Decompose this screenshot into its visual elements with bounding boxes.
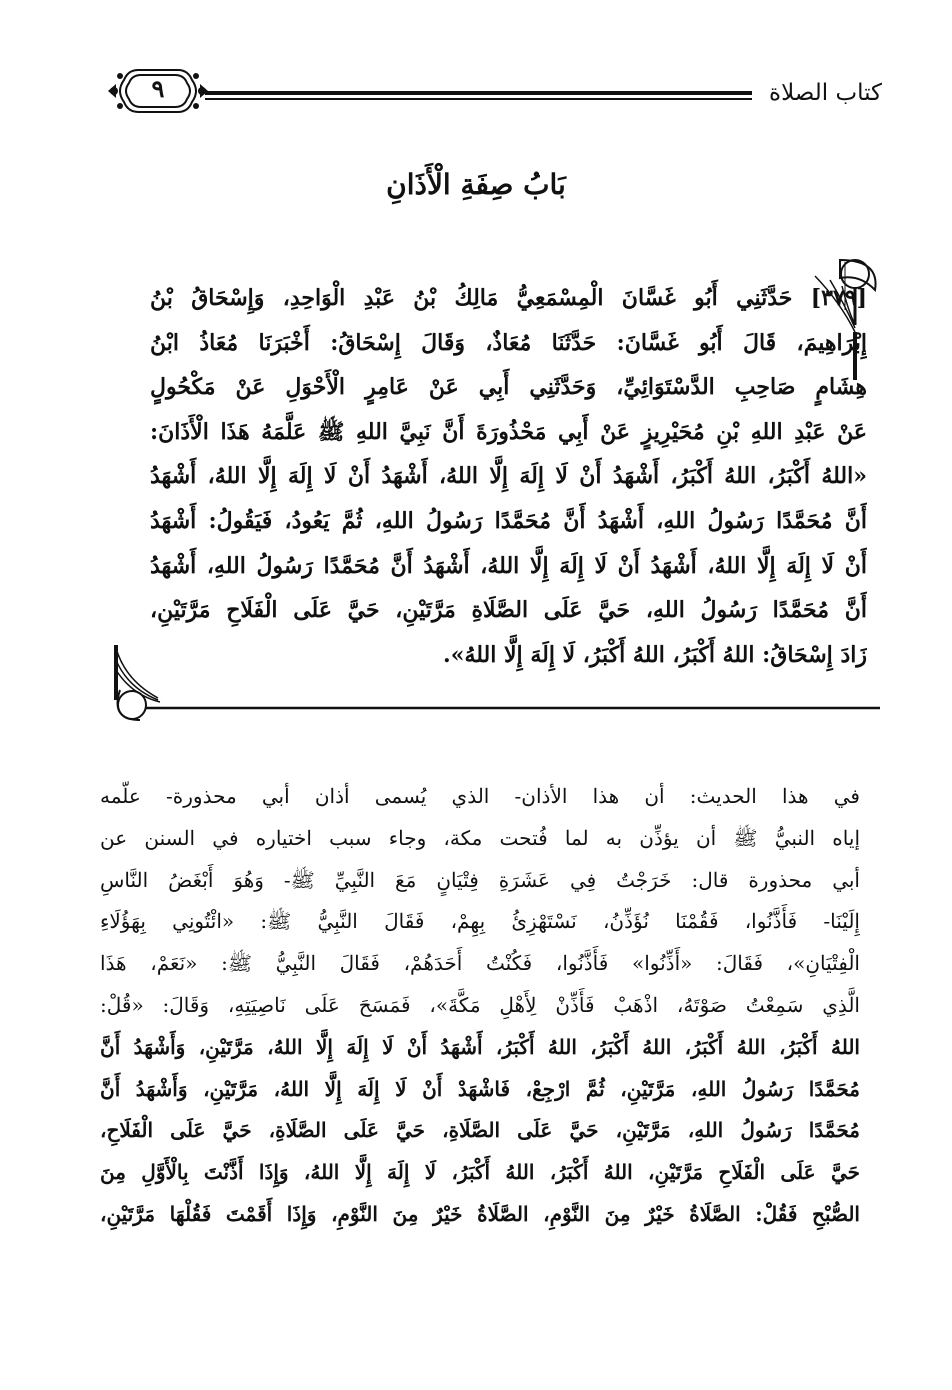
commentary-line: مُحَمَّدًا رَسُولُ اللهِ، مَرَّتَيْنِ، ثُمَّ ارْجِعْ، فَاشْهَدْ أَنْ لَا إِلَهَ إِلَّا اللهُ، مَرَّتَيْنِ، وَأَشْهَدُ أَنَّ [100, 1076, 860, 1101]
chapter-title: بَابُ صِفَةِ الْأَذَانِ [386, 168, 566, 201]
page-number: ٩ [151, 74, 165, 103]
hadith-line: إِبْرَاهِيمَ، قَالَ أَبُو غَسَّانَ: حَدَّثَنَا مُعَاذٌ، وَقَالَ إِسْحَاقُ: أَخْبَرَنَا مُعَاذُ ابْنُ [150, 329, 867, 356]
commentary-line: الَّذِي سَمِعْتُ صَوْتَهُ، اذْهَبْ فَأَذِّنْ لِأَهْلِ مَكَّةَ»، فَمَسَحَ عَلَى نَاصِيَتِهِ، وَقَالَ: «قُلْ: [100, 992, 860, 1017]
hadith-line: أَنْ لَا إِلَهَ إِلَّا اللهُ، أَشْهَدُ أَنْ لَا إِلَهَ إِلَّا اللهُ، أَشْهَدُ أَنَّ مُحَمَّدًا رَسُولُ اللهِ، أَشْهَدُ [150, 552, 867, 579]
hadith-line: أَنَّ مُحَمَّدًا رَسُولُ اللهِ، حَيَّ عَلَى الصَّلَاةِ مَرَّتَيْنِ، حَيَّ عَلَى الْفَلَاحِ مَرَّتَيْنِ، [150, 597, 867, 624]
commentary-line: الْفِتْيَانِ»، فَقَالَ: «أَذِّنُوا» فَأَذَّنُوا، فَكُنْتُ أَحَدَهُمْ، فَقَالَ النَّبِيُّ ﷺ: «نَعَمْ، هَذَا [100, 951, 860, 976]
header-rule [205, 91, 752, 100]
commentary-text [100, 776, 860, 1236]
commentary-line: في هذا الحديث: أن هذا الأذان- الذي يُسمى أذان أبي محذورة- علّمه [100, 784, 860, 808]
hadith-line: [٣٧٩] حَدَّثَنِي أَبُو غَسَّانَ الْمِسْمَعِيُّ مَالِكُ بْنُ عَبْدِ الْوَاحِدِ، وَإِسْحَاقُ بْنُ [150, 285, 867, 311]
hadith-line: أَنَّ مُحَمَّدًا رَسُولُ اللهِ، أَشْهَدُ أَنَّ مُحَمَّدًا رَسُولُ اللهِ، ثُمَّ يَعُودُ، فَيَقُولُ: أَشْهَدُ [150, 507, 867, 534]
page-number-ornament [108, 62, 208, 120]
commentary-line: إِلَيْنَا- فَأَذَّنُوا، فَقُمْنَا نُؤَذِّنُ، نَسْتَهْزِئُ بِهِمْ، فَقَالَ النَّبِيُّ ﷺ: «ائْتُونِي بِهَؤُلَاءِ [100, 909, 860, 934]
header-rule-thin [205, 98, 752, 100]
commentary-line: اللهُ أَكْبَرُ، اللهُ أَكْبَرُ، اللهُ أَكْبَرُ، اللهُ أَكْبَرُ، أَشْهَدُ أَنْ لَا إِلَهَ إِلَّا اللهُ، مَرَّتَيْنِ، وَأَشْهَدُ أَنَّ [100, 1034, 860, 1059]
commentary-line: مُحَمَّدًا رَسُولُ اللهِ، مَرَّتَيْنِ، حَيَّ عَلَى الصَّلَاةِ، حَيَّ عَلَى الصَّلَاةِ، حَيَّ عَلَى الْفَلَاحِ، [100, 1118, 860, 1143]
commentary-line: إياه النبيُّ ﷺ أن يؤذِّن به لما فُتحت مكة، وجاء سبب اختياره في السنن عن [100, 825, 860, 850]
hadith-line: هِشَامٍ صَاحِبِ الدَّسْتَوَائِيِّ، وَحَدَّثَنِي أَبِي عَنْ عَامِرٍ الْأَحْوَلِ عَنْ مَكْحُولٍ [150, 374, 867, 401]
commentary-line: أبي محذورة قال: خَرَجْتُ فِي عَشَرَةِ فِتْيَانٍ مَعَ النَّبِيِّ ﷺ- وَهُوَ أَبْغَضُ النَّاسِ [100, 867, 860, 892]
header-rule-thick [205, 91, 752, 95]
commentary-line: الصُّبْحِ فَقُلْ: الصَّلَاةُ خَيْرٌ مِنَ النَّوْمِ، الصَّلَاةُ خَيْرٌ مِنَ النَّوْمِ، وَإِذَا أَقَمْتَ فَقُلْهَا مَرَّتَيْنِ، [100, 1201, 860, 1226]
running-header-title: كتاب الصلاة [769, 80, 882, 106]
commentary-line: حَيَّ عَلَى الْفَلَاحِ مَرَّتَيْنِ، اللهُ أَكْبَرُ، اللهُ أَكْبَرُ، لَا إِلَهَ إِلَّا اللهُ، وَإِذَا أَذَّنْتَ بِالْأَوَّلِ مِنَ [100, 1160, 860, 1185]
hadith-line: عَنْ عَبْدِ اللهِ بْنِ مُحَيْرِيزٍ عَنْ أَبِي مَحْذُورَةَ أَنَّ نَبِيَّ اللهِ ﷺ عَلَّمَهُ هَذَا الْأَذَانَ: [150, 418, 867, 445]
hadith-line: زَادَ إِسْحَاقُ: اللهُ أَكْبَرُ، اللهُ أَكْبَرُ، لَا إِلَهَ إِلَّا اللهُ». [443, 641, 867, 668]
hadith-text [150, 276, 867, 677]
hadith-line: «اللهُ أَكْبَرُ، اللهُ أَكْبَرُ، أَشْهَدُ أَنْ لَا إِلَهَ إِلَّا اللهُ، أَشْهَدُ أَنْ لَا إِلَهَ إِلَّا اللهُ، أَشْهَدُ [150, 463, 867, 490]
